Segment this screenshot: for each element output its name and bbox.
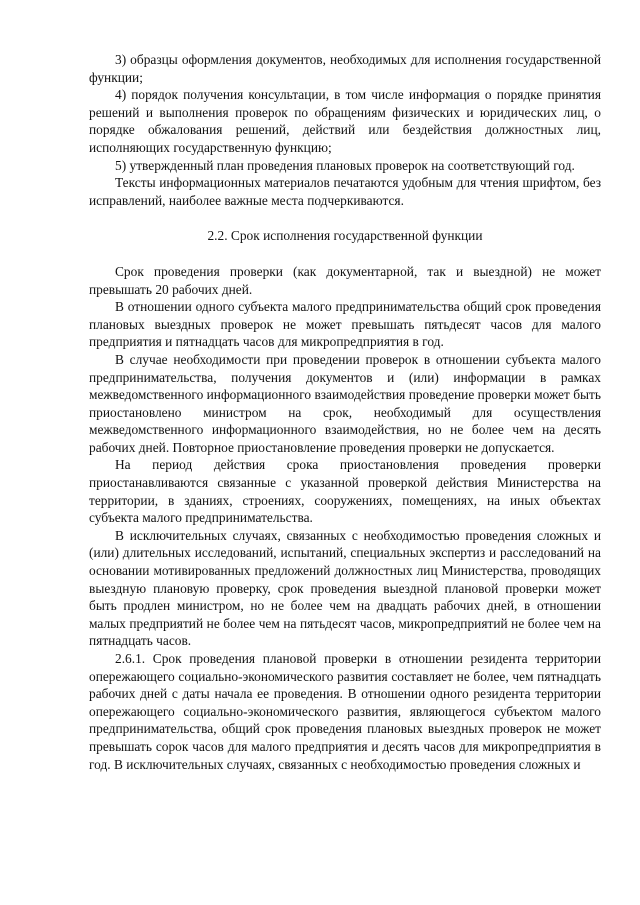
section-heading: 2.2. Срок исполнения государственной функции <box>207 228 483 244</box>
paragraph-small-business-term: В отношении одного субъекта малого предпринимательства общий срок проведения плановых выездных проверок не может превышать пятьдесят часов для малого предприятия и пятнадцать часов для микропредприятия в год. <box>89 299 601 350</box>
paragraph-suspension: В случае необходимости при проведении проверок в отношении субъекта малого предпринимательства, получения документов и (или) информации в рамках межведомственного информационного взаимодействия проведение проверки может быть приостановлено министром на срок, необходимый для осуществления межведомственного информационного взаимодействия, но не более чем на десять рабочих дней. Повторное приостановление проведения проверки не допускается. <box>89 351 601 455</box>
paragraph-item-4: 4) порядок получения консультации, в том числе информация о порядке принятия решений и выполнения проверок по обращениям физических и юридических лиц, о порядке обжалования решений, действий или бездействия должностных лиц, исполняющих государственную функцию; <box>89 87 601 155</box>
paragraph-text-materials: Тексты информационных материалов печатаются удобным для чтения шрифтом, без исправлений, наиболее важные места подчеркиваются. <box>89 175 601 208</box>
paragraph-2-6-1: 2.6.1. Срок проведения плановой проверки в отношении резидента территории опережающего социально-экономического развития составляет не более, чем пятнадцать рабочих дней с даты начала ее проведения. В отношении одного резидента территории опережающего социально-экономического развития, являющегося субъектом малого предпринимательства, общий срок проведения плановых выездных проверок не может превышать сорок часов для малого предприятия и десять часов для микропредприятия в год. В исключительных случаях, связанных с необходимостью проведения сложных и <box>89 651 601 772</box>
paragraph-exceptional-cases: В исключительных случаях, связанных с необходимостью проведения сложных и (или) длительных исследований, испытаний, специальных экспертиз и расследований на основании мотивированных предложений должностных лиц Министерства, проводящих выездную плановую проверку, срок проведения выездной плановой проверки может быть продлен министром, но не более чем на двадцать рабочих дней, в отношении малых предприятий не более чем на пятьдесят часов, микропредприятий не более чем на пятнадцать часов. <box>89 527 601 649</box>
paragraph-item-3: 3) образцы оформления документов, необходимых для исполнения государственной функции; <box>89 52 601 85</box>
paragraph-inspection-term: Срок проведения проверки (как документарной, так и выездной) не может превышать 20 рабочих дней. <box>89 263 601 297</box>
document-page <box>89 51 601 773</box>
paragraph-suspension-period: На период действия срока приостановления проведения проверки приостанавливаются связанные с указанной проверкой действия Министерства на территории, в зданиях, строениях, сооружениях, помещениях, на иных объектах субъекта малого предпринимательства. <box>89 457 601 526</box>
paragraph-item-5: 5) утвержденный план проведения плановых проверок на соответствующий год. <box>115 157 575 173</box>
